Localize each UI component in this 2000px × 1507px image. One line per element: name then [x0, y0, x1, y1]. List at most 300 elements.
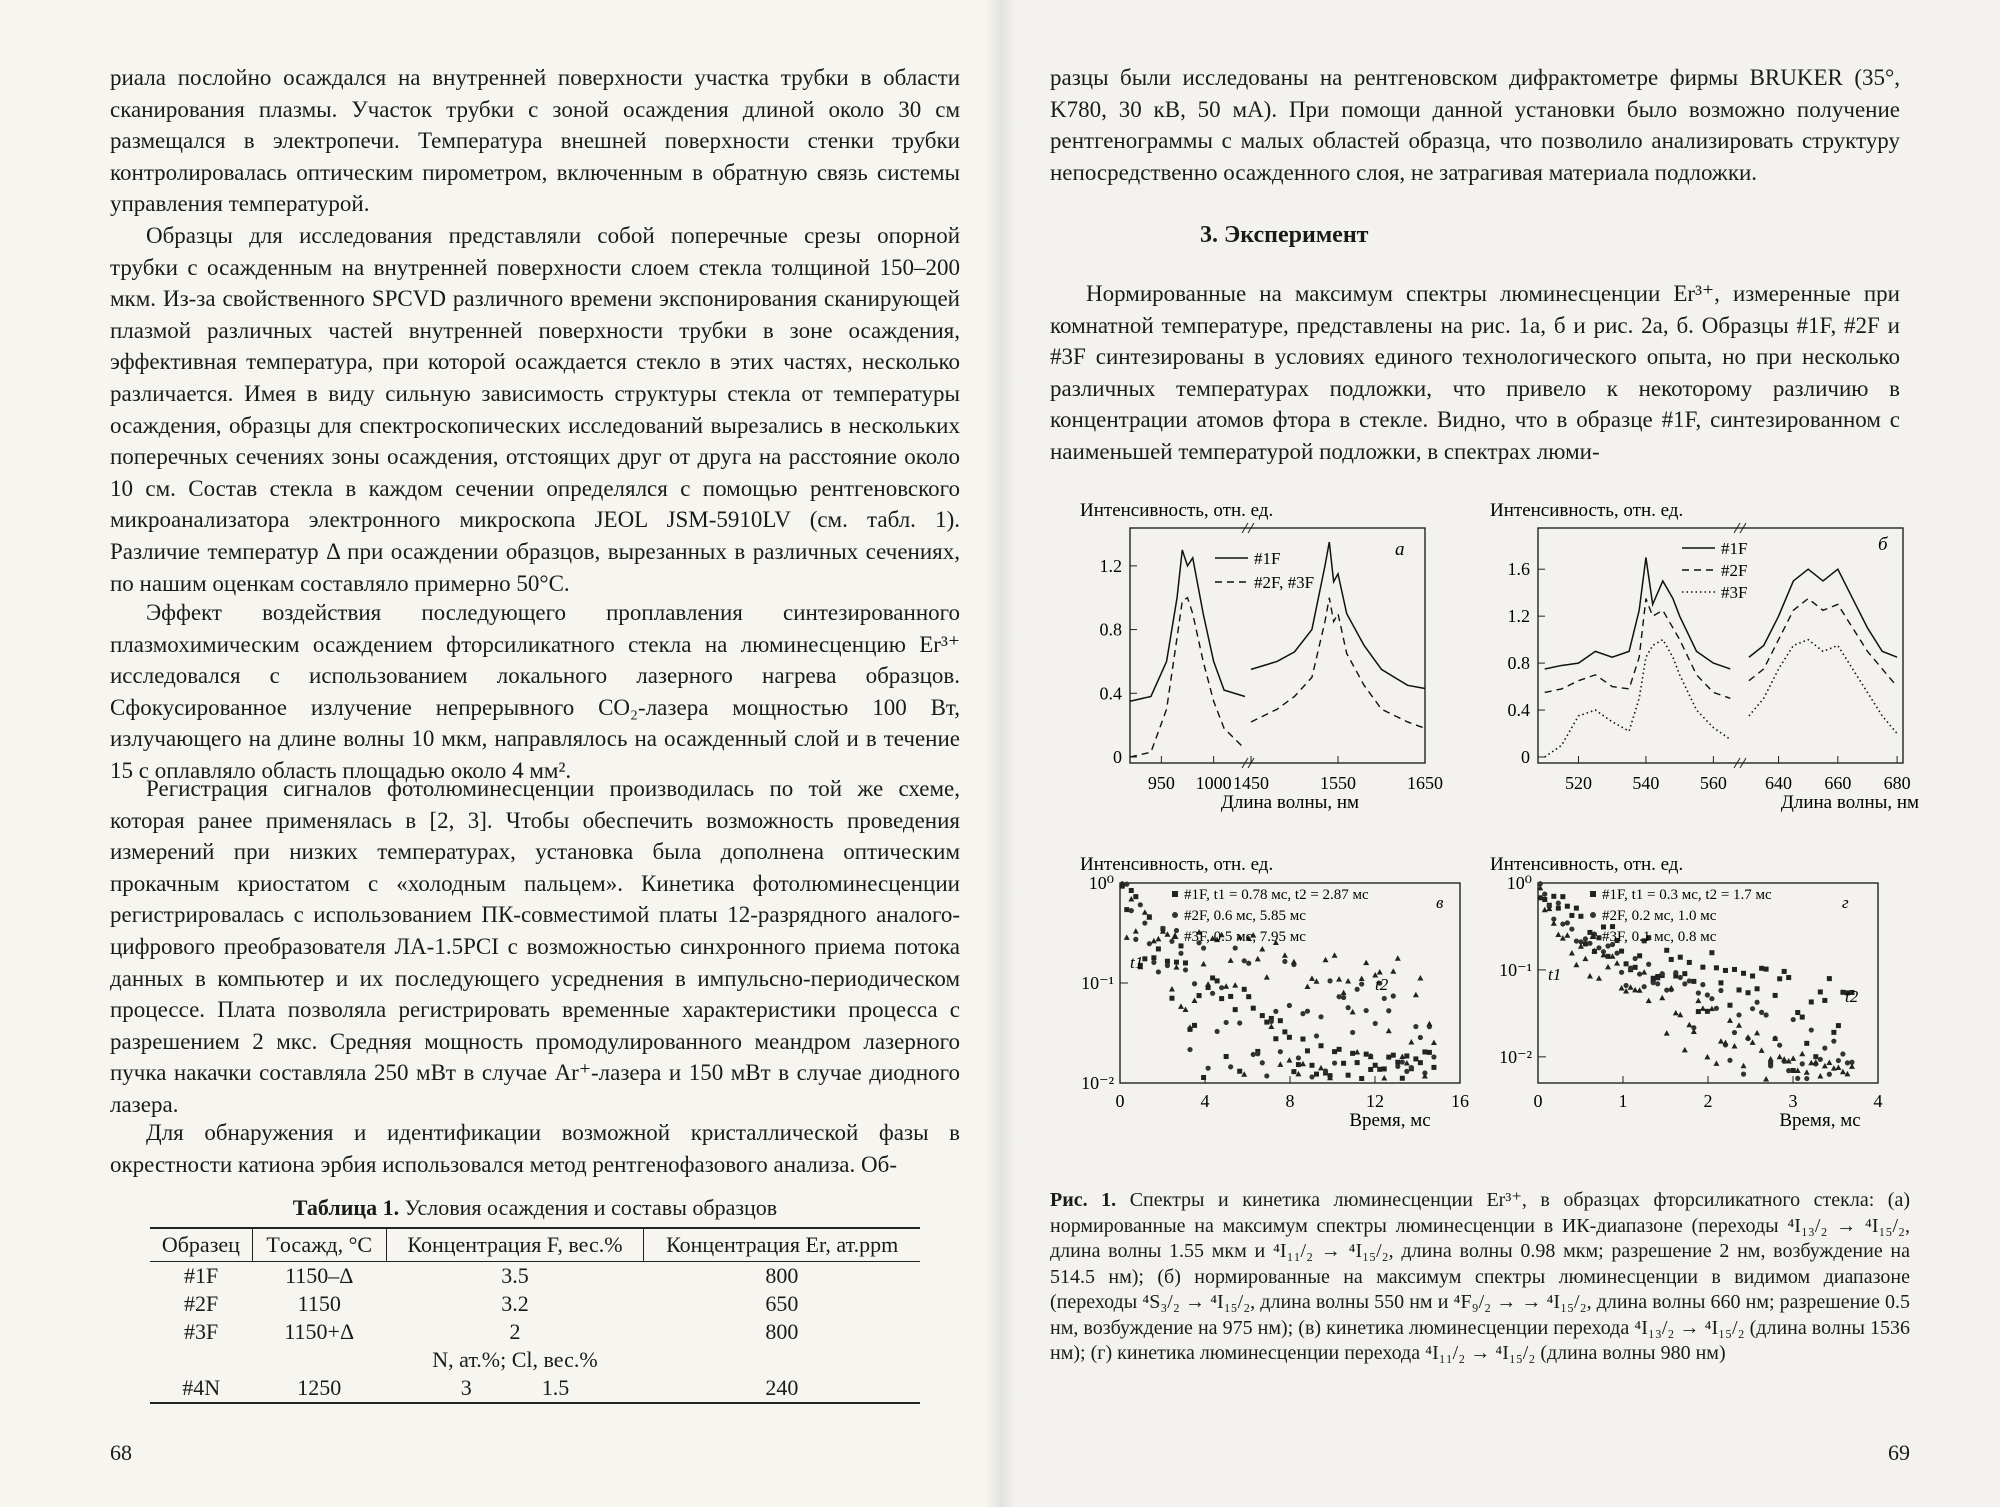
data-point-square — [1556, 906, 1561, 911]
panel-c-ylabel: Интенсивность, отн. ед. — [1080, 854, 1274, 875]
data-point-circle — [1696, 990, 1701, 995]
data-point-square — [1346, 1073, 1351, 1078]
data-point-circle — [1219, 985, 1224, 990]
data-point-circle — [1754, 1000, 1759, 1005]
legend-label: #2F — [1721, 561, 1748, 580]
table-cell: #2F — [184, 1291, 219, 1316]
data-point-triangle — [1596, 975, 1602, 981]
data-point-square — [1305, 1048, 1310, 1053]
data-point-circle — [1431, 1054, 1436, 1059]
data-point-square — [1169, 996, 1174, 1001]
table-title — [150, 1195, 920, 1221]
data-point-square — [1133, 894, 1138, 899]
legend-marker-circle — [1172, 912, 1178, 918]
data-point-circle — [1556, 900, 1561, 905]
data-point-square — [1791, 1068, 1796, 1073]
data-point-square — [1418, 1060, 1423, 1065]
data-point-square — [1251, 1006, 1256, 1011]
data-point-triangle — [1386, 1028, 1392, 1034]
data-point-circle — [1183, 967, 1188, 972]
data-point-square — [1197, 993, 1202, 998]
panel-a-ylabel: Интенсивность, отн. ед. — [1080, 500, 1274, 521]
data-point-square — [1233, 1007, 1238, 1012]
caption-text: Спектры и кинетика люминесценции Er³⁺, в образцах фторсиликатного стекла: (а) нормированные на максимум спектры люминесценции в ИК-диапазоне (переходы ⁴I₁₃/₂ → ⁴I₁₅/₂, длина волны 1.55 мкм и ⁴I₁₁/₂ → ⁴I₁₅/₂, длина волны 0.98 мкм; разрешение 2 нм, возбуждение на 514.5 нм); (б) нормированные на максимум спектры люминесценции в видимом диапазоне (переходы ⁴S₃/₂ → ⁴I₁₅/₂, длина волны 550 нм и ⁴F₉/₂ → → ⁴I₁₅/₂, длина волны 660 нм; разрешение 0.5 нм, возбуждение на 975 нм); (в) кинетика люминесценции перехода ⁴I₁₃/₂ → ⁴I₁₅/₂ (длина волны 1536 нм); (г) кинетика люминесценции перехода ⁴I₁₁/₂ → ⁴I₁₅/₂ (длина волны 980 нм) — [1050, 1189, 1910, 1364]
data-point-triangle — [1790, 1055, 1796, 1061]
data-point-triangle — [1849, 1063, 1855, 1069]
y-tick-label: 10⁻¹ — [1081, 973, 1114, 993]
data-point-triangle — [1332, 952, 1338, 958]
panel-b — [1490, 500, 1919, 813]
x-tick-label: 640 — [1765, 773, 1793, 793]
data-point-square — [1606, 954, 1611, 959]
data-point-circle — [1273, 1009, 1278, 1014]
panel-b-series-2F — [1545, 599, 1897, 699]
panel-d-xlabel: Время, мс — [1779, 1110, 1861, 1131]
data-point-triangle — [1417, 975, 1423, 981]
data-point-square — [1201, 1075, 1206, 1080]
data-point-circle — [1169, 939, 1174, 944]
data-point-triangle — [1304, 983, 1310, 989]
data-point-circle — [1759, 1010, 1764, 1015]
x-tick-label: 1550 — [1320, 773, 1356, 793]
data-point-circle — [1623, 983, 1628, 988]
data-point-circle — [1587, 941, 1592, 946]
table-cell: 800 — [765, 1319, 799, 1344]
data-point-triangle — [1682, 1047, 1688, 1053]
annotation-t2: t2 — [1845, 987, 1859, 1006]
paragraph-1: риала послойно осаждался на внутренней поверхности участка трубки в области сканирования плазмы. Участок трубки с зоной осаждения длиной около 30 см размещался в электропечи. Температура внешней поверхности стенки трубки контролировалась оптическим пирометром, включенным в обратную связь системы управления температурой. — [110, 65, 960, 217]
table-row — [150, 1318, 920, 1346]
data-point-square — [1773, 993, 1778, 998]
data-point-square — [1359, 1076, 1364, 1081]
data-point-triangle — [1359, 975, 1365, 981]
data-point-square — [1422, 1049, 1427, 1054]
table-cell-empty — [150, 1346, 252, 1374]
samples-table — [150, 1227, 920, 1404]
panel-c — [1080, 854, 1469, 1131]
data-point-circle — [1727, 1058, 1732, 1063]
page-number-right: 69 — [1888, 1440, 1910, 1465]
data-point-circle — [1809, 1027, 1814, 1032]
data-point-square — [1619, 949, 1624, 954]
data-point-circle — [1174, 928, 1179, 933]
data-point-triangle — [1750, 1039, 1756, 1045]
data-point-square — [1377, 1067, 1382, 1072]
data-point-circle — [1404, 1069, 1409, 1074]
data-point-triangle — [1741, 1063, 1747, 1069]
x-tick-label: 8 — [1285, 1091, 1295, 1111]
data-point-square — [1413, 1056, 1418, 1061]
table-cell-cl: 1.5 — [541, 1375, 570, 1400]
data-point-triangle — [1264, 974, 1270, 980]
data-point-circle — [1777, 1043, 1782, 1048]
data-point-triangle — [1408, 1039, 1414, 1045]
legend-label: #1F — [1254, 549, 1281, 568]
data-point-circle — [1318, 1014, 1323, 1019]
panel-b-series-3F — [1545, 640, 1897, 757]
data-point-circle — [1165, 963, 1170, 968]
table-cell: 1150 — [297, 1291, 341, 1316]
data-point-triangle — [1142, 909, 1148, 915]
data-point-triangle — [1695, 998, 1701, 1003]
data-point-square — [1215, 978, 1220, 983]
data-point-triangle — [1768, 1056, 1774, 1062]
data-point-square — [1691, 979, 1696, 984]
x-tick-label: 560 — [1699, 773, 1727, 793]
data-point-circle — [1764, 1012, 1769, 1017]
data-point-triangle — [1822, 1063, 1828, 1069]
data-point-circle — [1201, 946, 1206, 951]
table-row — [150, 1374, 920, 1403]
data-point-circle — [1332, 1060, 1337, 1065]
panel-c-xlabel: Время, мс — [1349, 1110, 1431, 1131]
data-point-circle — [1818, 1057, 1823, 1062]
data-point-triangle — [1228, 957, 1234, 963]
data-point-circle — [1264, 1073, 1269, 1078]
data-point-triangle — [1835, 1064, 1841, 1070]
x-tick-label: 1 — [1618, 1091, 1628, 1111]
data-point-circle — [1233, 945, 1238, 950]
right-paragraph-2: Нормированные на максимум спектры люминесценции Er³⁺, измеренные при комнатной температуре, представлены на рис. 1а, б и рис. 2а, б. Образцы #1F, #2F и #3F синтезированы в условиях единого технологического опыта, но при несколько различных температурах подложки, что привело к некоторому различию в концентрации атомов фтора в стекле. Видно, что в образце #1F, синтезированном с наименьшей температурой подложки, в спектрах люми- — [1050, 281, 1900, 464]
data-point-square — [1664, 948, 1669, 953]
panel-b-ylabel: Интенсивность, отн. ед. — [1490, 500, 1684, 521]
data-point-circle — [1413, 1024, 1418, 1029]
data-point-circle — [1596, 945, 1601, 950]
data-point-circle — [1574, 938, 1579, 943]
section-heading: 3. Эксперимент — [1200, 222, 1369, 248]
x-tick-label: 520 — [1564, 773, 1592, 793]
data-point-triangle — [1587, 973, 1593, 979]
table-subheader: N, ат.%; Cl, вес.% — [432, 1347, 598, 1372]
data-point-circle — [1300, 1011, 1305, 1016]
table-cell: 650 — [765, 1291, 799, 1316]
data-point-square — [1687, 960, 1692, 965]
data-point-square — [1669, 957, 1674, 962]
data-point-square — [1260, 1013, 1265, 1018]
data-point-triangle — [1282, 952, 1288, 958]
table-cell-empty — [252, 1346, 386, 1374]
data-point-triangle — [1691, 1029, 1697, 1035]
data-point-circle — [1628, 966, 1633, 971]
y-tick-label: 10⁰ — [1088, 873, 1114, 893]
data-point-square — [1565, 904, 1570, 909]
legend-marker-square — [1590, 891, 1596, 897]
data-point-square — [1404, 1053, 1409, 1058]
data-point-square — [1178, 943, 1183, 948]
x-tick-label: 540 — [1632, 773, 1660, 793]
data-point-square — [1755, 986, 1760, 991]
data-point-triangle — [1551, 920, 1557, 926]
data-point-triangle — [1313, 978, 1319, 984]
data-point-triangle — [1124, 934, 1130, 940]
data-point-triangle — [1673, 1010, 1679, 1016]
data-point-square — [1210, 975, 1215, 980]
table-cell-empty — [644, 1346, 920, 1374]
data-point-square — [1732, 967, 1737, 972]
data-point-circle — [1831, 1039, 1836, 1044]
caption-label: Рис. 1. — [1050, 1189, 1117, 1211]
y-tick-label: 1.2 — [1099, 555, 1122, 576]
table-cell: #3F — [184, 1319, 219, 1344]
data-point-circle — [1400, 1059, 1405, 1064]
table-header: Tосажд, °C — [252, 1228, 386, 1262]
data-point-square — [1400, 1076, 1405, 1081]
data-point-triangle — [1350, 1009, 1356, 1015]
data-point-circle — [1795, 1076, 1800, 1081]
data-point-circle — [1687, 978, 1692, 983]
data-point-square — [1431, 1065, 1436, 1070]
data-point-square — [1309, 1063, 1314, 1068]
data-point-square — [1804, 1041, 1809, 1046]
data-point-triangle — [1345, 978, 1351, 984]
x-tick-label: 4 — [1200, 1091, 1210, 1111]
data-point-square — [1827, 976, 1832, 981]
data-point-square — [1287, 1035, 1292, 1040]
table-cell: #1F — [184, 1263, 219, 1288]
data-point-square — [1224, 1054, 1229, 1059]
table-header: Концентрация Er, ат.ppm — [644, 1228, 920, 1262]
data-point-circle — [1714, 1006, 1719, 1011]
x-tick-label: 16 — [1451, 1091, 1469, 1111]
data-point-circle — [1386, 1008, 1391, 1013]
data-point-square — [1151, 955, 1156, 960]
data-point-square — [1737, 987, 1742, 992]
data-point-circle — [1732, 1030, 1737, 1035]
data-point-circle — [1718, 988, 1723, 993]
data-point-triangle — [1286, 1057, 1292, 1063]
data-point-square — [1596, 935, 1601, 940]
data-point-triangle — [1727, 1017, 1733, 1023]
data-point-square — [1314, 1072, 1319, 1077]
data-point-circle — [1210, 991, 1215, 996]
data-point-square — [1124, 907, 1129, 912]
data-point-square — [1782, 969, 1787, 974]
data-point-square — [1246, 994, 1251, 999]
annotation-t1: t1 — [1130, 953, 1144, 972]
data-point-triangle — [1564, 932, 1570, 938]
x-tick-label: 1000 — [1195, 773, 1232, 793]
data-point-circle — [1418, 1035, 1423, 1040]
data-point-triangle — [1178, 1003, 1184, 1009]
gutter-shadow — [985, 0, 1015, 1507]
x-tick-label: 1450 — [1233, 773, 1269, 793]
y-tick-label: 1.2 — [1507, 606, 1530, 627]
data-point-circle — [1660, 971, 1665, 976]
data-point-square — [1727, 1003, 1732, 1008]
data-point-square — [1786, 975, 1791, 980]
data-point-circle — [1151, 960, 1156, 965]
data-point-circle — [1129, 908, 1134, 913]
data-point-triangle — [1182, 1007, 1188, 1013]
legend-label: #1F, t1 = 0.78 мс, t2 = 2.87 мс — [1184, 887, 1369, 903]
y-tick-label: 10⁻¹ — [1499, 959, 1532, 980]
legend-marker-circle — [1590, 912, 1596, 918]
data-point-square — [1718, 980, 1723, 985]
data-point-triangle — [1205, 981, 1211, 987]
data-point-circle — [1395, 1064, 1400, 1069]
data-point-square — [1156, 946, 1161, 951]
data-point-triangle — [1646, 998, 1652, 1004]
data-point-square — [1777, 976, 1782, 981]
data-point-square — [1386, 1055, 1391, 1060]
data-point-square — [1242, 987, 1247, 992]
data-point-triangle — [1323, 957, 1329, 963]
panel-a-series-2F3F — [1130, 598, 1425, 757]
data-point-triangle — [1223, 983, 1229, 989]
data-point-circle — [1138, 902, 1143, 907]
data-point-triangle — [1754, 1030, 1760, 1036]
table-cell: 3.5 — [501, 1263, 529, 1288]
x-tick-label: 660 — [1824, 773, 1852, 793]
data-point-circle — [1269, 1019, 1274, 1024]
data-point-circle — [1278, 1049, 1283, 1054]
data-point-square — [1368, 1067, 1373, 1072]
data-point-square — [1714, 965, 1719, 970]
data-point-square — [1583, 941, 1588, 946]
data-point-square — [1332, 1049, 1337, 1054]
data-point-triangle — [1777, 1054, 1783, 1060]
panel-d-ylabel: Интенсивность, отн. ед. — [1490, 854, 1684, 875]
y-tick-label: 10⁰ — [1506, 873, 1532, 893]
data-point-triangle — [1759, 1047, 1765, 1053]
data-point-triangle — [1169, 986, 1175, 992]
data-point-square — [1795, 1010, 1800, 1015]
data-point-square — [1709, 950, 1714, 955]
data-point-circle — [1133, 937, 1138, 942]
table-cell: #4N — [150, 1374, 252, 1403]
data-point-circle — [1655, 981, 1660, 986]
data-point-square — [1809, 999, 1814, 1004]
panel-d-letter: г — [1842, 893, 1849, 912]
data-point-triangle — [1704, 1054, 1710, 1060]
data-point-circle — [1560, 921, 1565, 926]
annotation-t2: t2 — [1375, 975, 1389, 994]
data-point-triangle — [1664, 1030, 1670, 1036]
data-point-square — [1538, 895, 1543, 900]
data-point-circle — [1142, 920, 1147, 925]
x-tick-label: 12 — [1366, 1091, 1384, 1111]
data-point-triangle — [1817, 1073, 1823, 1079]
y-tick-label: 0.8 — [1507, 653, 1530, 674]
panel-a-xlabel: Длина волны, нм — [1220, 792, 1360, 813]
y-tick-label: 0.8 — [1099, 619, 1122, 640]
data-point-circle — [1709, 996, 1714, 1001]
legend-label: #1F — [1721, 539, 1748, 558]
data-point-triangle — [1736, 1022, 1742, 1028]
data-point-square — [1822, 998, 1827, 1003]
data-point-circle — [1228, 1064, 1233, 1069]
data-point-circle — [1642, 984, 1647, 989]
data-point-circle — [1800, 1061, 1805, 1066]
legend-label: #3F — [1721, 583, 1748, 602]
data-point-square — [1219, 996, 1224, 1001]
data-point-circle — [1156, 969, 1161, 974]
data-point-square — [1355, 1060, 1360, 1065]
paragraph-2: Образцы для исследования представляли собой поперечные срезы опорной трубки с осажденным на внутренней поверхности слоем стекла толщиной 150–200 мкм. Из-за свойственного SPCVD различного времени экспонирования сканирующей плазмой различных частей внутренней поверхности трубки в зоне осаждения, эффективная температура, при которой осаждается стекло в этих частях, несколько различается. Имея в виду сильную зависимость структуры стекла от температуры осаждения, образцы для спектроскопических исследований вырезались в нескольких поперечных сечениях зоны осаждения, отстоящих друг от друга на расстояние около 10 см. Состав стекла в каждом сечении определялся с помощью рентгеновского микроанализатора электронного микроскопа JEOL JSM-5910LV (см. табл. 1). Различие температур Δ при осаждении образцов, вырезанных в различных сечениях, по нашим оценкам составляло примерно 50°C. — [110, 223, 960, 596]
data-point-square — [1696, 1009, 1701, 1014]
data-point-square — [1818, 989, 1823, 994]
data-point-circle — [1242, 958, 1247, 963]
data-point-triangle — [1390, 968, 1396, 974]
data-point-circle — [1305, 1009, 1310, 1014]
data-point-square — [1569, 913, 1574, 918]
data-point-square — [1723, 968, 1728, 973]
data-point-circle — [1614, 951, 1619, 956]
table-row — [150, 1262, 920, 1291]
data-point-triangle — [1668, 985, 1674, 991]
data-point-circle — [1391, 993, 1396, 998]
data-point-square — [1364, 1052, 1369, 1057]
data-point-circle — [1178, 951, 1183, 956]
y-tick-label: 0 — [1521, 747, 1530, 767]
x-tick-label: 0 — [1115, 1091, 1125, 1111]
x-tick-label: 4 — [1873, 1091, 1883, 1111]
data-point-triangle — [1560, 935, 1566, 941]
annotation-t1: t1 — [1548, 965, 1562, 984]
data-point-circle — [1187, 1047, 1192, 1052]
data-point-triangle — [1259, 946, 1265, 952]
panel-c-letter: в — [1436, 893, 1444, 912]
data-point-square — [1551, 894, 1556, 899]
data-point-square — [1750, 974, 1755, 979]
data-point-circle — [1673, 970, 1678, 975]
data-point-square — [1800, 1015, 1805, 1020]
data-point-circle — [1323, 1068, 1328, 1073]
data-point-square — [1637, 953, 1642, 958]
data-point-circle — [1741, 1072, 1746, 1077]
page-number-left: 68 — [110, 1440, 132, 1465]
data-point-circle — [1373, 1021, 1378, 1026]
y-tick-label: 0.4 — [1507, 700, 1530, 721]
data-point-circle — [1827, 1072, 1832, 1077]
paragraph-4: Регистрация сигналов фотолюминесценции производилась по той же схеме, которая ранее применялась в [2, 3]. Чтобы обеспечить возможность проведения измерений при низких температурах, установка была дополнена оптическим прокачным криостатом с «холодным пальцем». Кинетика фотолюминесценции регистрировалась с использованием ПК-совместимой платы 12-разрядного аналого-цифрового преобразователя ЛА-1.5PCI с возможностью синхронного приема потока данных в компьютер и их последующего усреднения в импульсно-периодическом процессе. Плата позволяла регистрировать временные характеристики процесса с разрешением 2 мкс. Средняя мощность промодулированного меандром лазерного пучка накачки составляла 250 мВт в случае Ar⁺-лазера и 150 мВт в случае диодного лазера. — [110, 776, 960, 1117]
data-point-square — [1560, 894, 1565, 899]
data-point-circle — [1736, 1012, 1741, 1017]
data-point-square — [1587, 930, 1592, 935]
panel-d — [1490, 854, 1883, 1131]
data-point-square — [1192, 1023, 1197, 1028]
data-point-triangle — [1255, 956, 1261, 962]
data-point-triangle — [1614, 960, 1620, 966]
data-point-square — [1759, 966, 1764, 971]
data-point-circle — [1251, 1052, 1256, 1057]
data-point-square — [1764, 967, 1769, 972]
table-cell: 3.2 — [501, 1291, 529, 1316]
legend-marker-square — [1172, 891, 1178, 897]
data-point-triangle — [1713, 1060, 1719, 1066]
data-point-square — [1264, 1020, 1269, 1025]
data-point-triangle — [1555, 932, 1561, 938]
table-row — [150, 1290, 920, 1318]
data-point-square — [1382, 1066, 1387, 1071]
data-point-triangle — [1605, 964, 1611, 970]
figure-1 — [1000, 490, 2000, 1190]
legend-label: #2F, 0.6 мс, 5.85 мс — [1184, 908, 1306, 924]
data-point-triangle — [1341, 990, 1347, 996]
data-point-triangle — [1700, 1005, 1706, 1011]
data-point-square — [1633, 965, 1638, 970]
panel-c-legend — [1172, 887, 1370, 945]
y-tick-label: 10⁻² — [1499, 1046, 1532, 1067]
data-point-triangle — [1377, 969, 1383, 975]
data-point-circle — [1791, 1017, 1796, 1022]
figure-caption — [1050, 1188, 1910, 1367]
legend-label: #2F, #3F — [1254, 573, 1315, 592]
data-point-triangle — [1573, 962, 1579, 968]
legend-label: #3F, 0.5 мс, 7.95 мс — [1184, 929, 1306, 945]
data-point-square — [1574, 906, 1579, 911]
data-point-circle — [1255, 1051, 1260, 1056]
